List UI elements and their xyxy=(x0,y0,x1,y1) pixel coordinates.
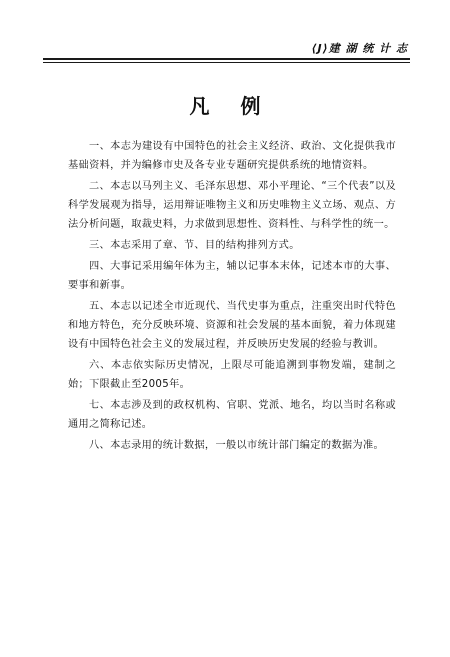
paragraph-6: 六、本志依实际历史情况，上限尽可能追溯到事物发端，建制之始；下限截止至2005年。 xyxy=(68,360,396,390)
header-rule xyxy=(43,58,410,60)
paragraph-3: 三、本志采用了章、节、目的结构排列方式。 xyxy=(89,240,300,251)
paragraph-4: 四、大事记采用编年体为主，辅以记事本末体，记述本市的大事、要事和新事。 xyxy=(68,261,396,291)
paragraph-7: 七、本志涉及到的政权机构、官职、党派、地名，均以当时名称或通用之简称记述。 xyxy=(68,400,396,430)
body-text xyxy=(68,137,396,457)
running-header: ⟨J⟩建 湖 统 计 志 xyxy=(311,42,408,55)
paragraph-2: 二、本志以马列主义、毛泽东思想、邓小平理论、“三个代表”以及科学发展观为指导，运用辩证唯物主义和历史唯物主义立场、观点、方法分析问题，取裁史料，力求做到思想性、资料性、与科学性的统一。 xyxy=(68,181,396,230)
page-title: 凡 例 xyxy=(189,94,273,118)
paragraph-5: 五、本志以记述全市近现代、当代史事为重点，注重突出时代特色和地方特色，充分反映环境、资源和社会发展的基本面貌，着力体现建设有中国特色社会主义的发展过程，并反映历史发展的经验与教训。 xyxy=(68,301,396,350)
header-rule-thin xyxy=(43,62,410,63)
paragraph-1: 一、本志为建设有中国特色的社会主义经济、政治、文化提供我市基础资料，并为编修市史及各专业专题研究提供系统的地情资料。 xyxy=(68,141,396,171)
paragraph-8: 八、本志录用的统计数据，一般以市统计部门编定的数据为准。 xyxy=(89,440,385,451)
